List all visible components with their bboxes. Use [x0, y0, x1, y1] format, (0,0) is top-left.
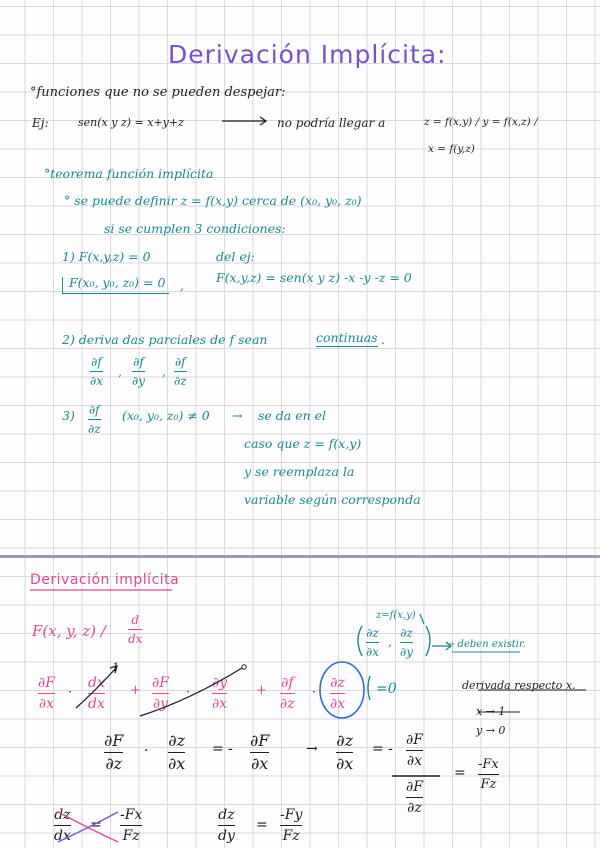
- theorem-condition-text: ° se puede definir z = f(x,y) cerca de (x₀, y₀, z₀): [64, 193, 362, 208]
- condition-3-point: (x₀, y₀, z₀) ≠ 0: [122, 408, 210, 423]
- condition-1: 1) F(x,y,z) = 0: [62, 249, 151, 264]
- partials-comma-1: ,: [118, 364, 122, 379]
- condition-1-comma: ,: [180, 278, 184, 293]
- plus-1: +: [130, 683, 141, 698]
- partial-f-x: ∂f ∂x: [90, 355, 103, 388]
- partial-f-z: ∂f ∂z: [174, 355, 187, 388]
- equals-zero: =0: [376, 681, 397, 697]
- compound-numerator: ∂F ∂x: [406, 732, 423, 769]
- ratio-Fy-Fz: -Fy Fz: [280, 807, 303, 844]
- condition-1-box: F(x₀, y₀, z₀) = 0: [62, 277, 169, 294]
- partial-F-z: ∂F ∂z: [104, 731, 124, 773]
- side-note-y: y → 0: [476, 724, 506, 737]
- one-marker: 1: [112, 661, 119, 674]
- dz-dy: dz dy: [218, 807, 235, 844]
- paren-comma: ,: [388, 634, 392, 649]
- side-note-title: derivada respecto x.: [462, 679, 576, 692]
- partials-comma-2: ,: [162, 364, 166, 379]
- ratio-Fx-Fz: -Fx Fz: [478, 757, 499, 792]
- row2-equals: = -: [212, 741, 233, 757]
- condition-3-note-3: y se reemplaza la: [244, 464, 355, 479]
- z-of-xy-note: z=f(x,y): [376, 610, 416, 621]
- compound-denominator: ∂F ∂z: [406, 779, 423, 816]
- row3-equals-2: =: [256, 817, 268, 833]
- bullet-implicit-theorem: °teorema función implícita: [44, 166, 214, 181]
- row2-equals-2: = -: [372, 741, 393, 757]
- partial-f-y: ∂f ∂y: [132, 355, 145, 388]
- example-forms: z = f(x,y) / y = f(x,z) /: [424, 116, 538, 128]
- condition-2-continuous: continuas: [316, 330, 378, 345]
- dot-2: ·: [186, 685, 190, 699]
- section-title: Derivación implícita: [30, 572, 180, 588]
- example-function: F(x,y,z) = sen(x y z) -x -y -z = 0: [216, 270, 412, 285]
- partial-F-x: ∂F ∂x: [38, 675, 55, 712]
- dot-3: ·: [312, 685, 316, 699]
- must-exist-note: → deben existir.: [446, 639, 526, 650]
- row3-equals: =: [90, 817, 102, 833]
- dz-dx: dz dx: [54, 807, 71, 844]
- partial-F-y: ∂F ∂y: [152, 675, 169, 712]
- row2-equals-3: =: [454, 765, 466, 781]
- partial-z-y-small: ∂z ∂y: [400, 626, 413, 659]
- condition-2-period: .: [381, 332, 385, 347]
- partial-z-x-small: ∂z ∂x: [366, 626, 379, 659]
- plus-2: +: [256, 683, 267, 698]
- partial-F-x-row2: ∂F ∂x: [250, 731, 270, 773]
- condition-3-arrow: →: [232, 408, 243, 423]
- partial-f-z-chain: ∂f ∂z: [280, 675, 295, 712]
- theorem-conditions-intro: si se cumplen 3 condiciones:: [104, 221, 286, 236]
- partial-y-x: ∂y ∂x: [212, 675, 228, 712]
- condition-3-label: 3): [62, 408, 75, 423]
- example-label: Ej:: [32, 116, 49, 130]
- condition-3-note-4: variable según corresponda: [244, 492, 421, 507]
- page-title: Derivación Implícita:: [168, 40, 447, 69]
- ratio-Fx-Fz-row3: -Fx Fz: [120, 807, 143, 844]
- example-forms-2: x = f(y,z): [428, 143, 475, 155]
- example-label-2: del ej:: [216, 249, 255, 264]
- side-note-x: x → 1: [476, 705, 506, 718]
- function-call: F(x, y, z) /: [32, 622, 106, 640]
- condition-3-note-2: caso que z = f(x,y): [244, 436, 362, 451]
- row2-dot: ·: [144, 743, 149, 759]
- dot-1: ·: [68, 685, 72, 699]
- condition-3-partial: ∂f ∂z: [88, 403, 101, 436]
- partial-z-x-circled: ∂z ∂x: [330, 675, 346, 712]
- row2-arrow: →: [306, 741, 318, 757]
- partial-z-x: ∂z ∂x: [168, 731, 186, 773]
- page-divider: [0, 555, 600, 558]
- dx-dx: dx dx: [88, 675, 105, 712]
- condition-2-text: 2) deriva das parciales de f sean: [62, 332, 268, 347]
- example-result-text: no podría llegar a: [277, 116, 386, 130]
- example-expression: sen(x y z) = x+y+z: [78, 116, 184, 129]
- partial-z-x-result: ∂z ∂x: [336, 731, 354, 773]
- d-dx-operator: d dx: [128, 613, 143, 646]
- bullet-functions: °funciones que no se pueden despejar:: [30, 85, 286, 100]
- condition-3-note-1: se da en el: [258, 408, 327, 423]
